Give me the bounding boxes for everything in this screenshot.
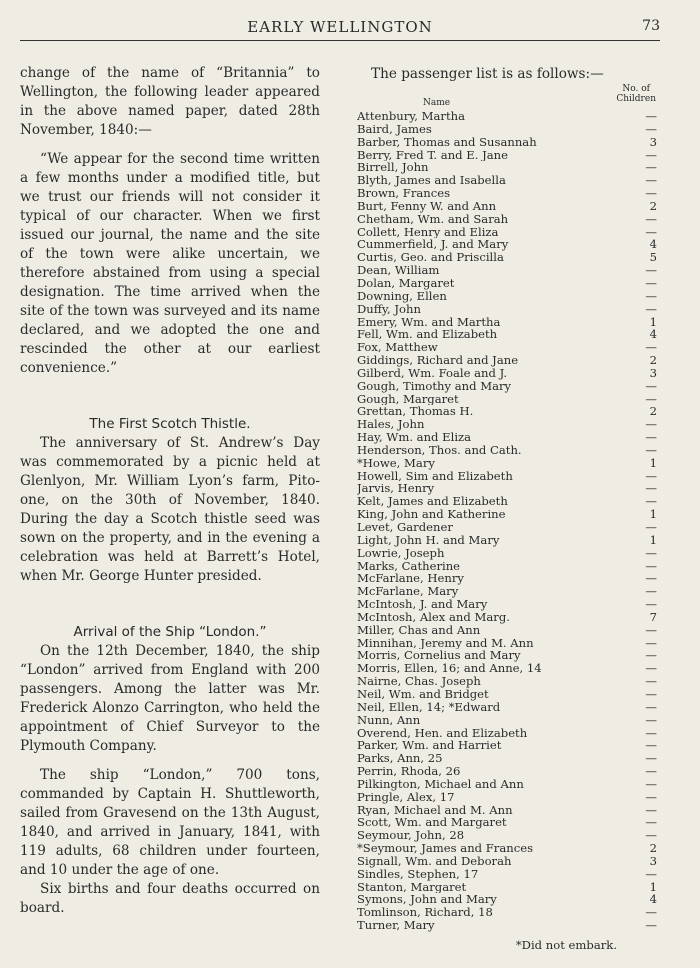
- table-row: [357, 919, 657, 932]
- table-row: [357, 174, 657, 187]
- children-count: —: [645, 905, 657, 920]
- passenger-name: Light, John H. and Mary: [357, 533, 500, 547]
- table-row: [357, 547, 657, 560]
- children-count: —: [645, 674, 657, 689]
- passenger-name: Fell, Wm. and Elizabeth: [357, 328, 498, 342]
- page-number: 73: [642, 18, 660, 34]
- passenger-name: Gough, Margaret: [357, 392, 459, 406]
- table-row: [357, 444, 657, 457]
- table-row: [357, 611, 657, 624]
- children-count: —: [645, 751, 657, 766]
- passenger-list-header: [357, 84, 657, 110]
- column-header-children: No. of Children: [616, 84, 656, 104]
- children-count: —: [645, 558, 657, 573]
- table-row: [357, 123, 657, 136]
- heading-ship-london: Arrival of the Ship “London.”: [73, 624, 267, 640]
- table-row: [357, 534, 657, 547]
- passenger-name: Seymour, John, 28: [357, 829, 465, 843]
- passenger-name: McFarlane, Henry: [357, 572, 464, 586]
- table-row: [357, 290, 657, 303]
- children-count: —: [645, 173, 657, 188]
- paragraph-leader-intro: change of the name of “Britannia” to Wellington, the following leader appeared in the above named paper, dated 28th November, 1840:—: [20, 65, 320, 138]
- table-row: [357, 765, 657, 778]
- table-row: [357, 816, 657, 829]
- passenger-list: [357, 110, 657, 932]
- children-count: 2: [649, 198, 657, 213]
- children-count: —: [645, 545, 657, 560]
- children-count: —: [645, 520, 657, 534]
- table-row: [357, 508, 657, 521]
- passenger-name: Kelt, James and Elizabeth: [357, 495, 508, 509]
- passenger-name: Henderson, Thos. and Cath.: [357, 443, 522, 457]
- passenger-name: Lowrie, Joseph: [357, 546, 445, 560]
- table-row: [357, 431, 657, 444]
- running-title: EARLY WELLINGTON: [247, 18, 433, 36]
- paragraph-births-deaths: Six births and four deaths occurred on board.: [20, 881, 320, 916]
- children-count: —: [645, 224, 657, 239]
- passenger-name: Baird, James: [357, 122, 432, 136]
- children-count: 1: [649, 507, 657, 522]
- children-count: 5: [649, 250, 657, 265]
- passenger-name: Symons, John and Mary: [357, 893, 497, 907]
- children-count: —: [645, 699, 657, 714]
- passenger-name: Birrell, John: [357, 161, 429, 175]
- passenger-name: Neil, Ellen, 14; *Edward: [357, 700, 501, 714]
- children-count: —: [645, 378, 657, 393]
- passenger-name: Barber, Thomas and Susannah: [357, 135, 537, 149]
- children-count: —: [645, 815, 657, 830]
- children-count: —: [645, 764, 657, 779]
- passenger-name: Burt, Fenny W. and Ann: [357, 199, 497, 213]
- children-count: —: [645, 635, 657, 650]
- table-row: [357, 393, 657, 406]
- table-row: [357, 149, 657, 162]
- passenger-name: Brown, Frances: [357, 187, 451, 200]
- passenger-name: Blyth, James and Isabella: [357, 174, 506, 188]
- children-count: 1: [649, 532, 657, 547]
- table-row: [357, 560, 657, 573]
- table-row: [357, 868, 657, 881]
- passenger-name: Perrin, Rhoda, 26: [357, 765, 461, 778]
- table-row: [357, 521, 657, 534]
- table-row: [357, 264, 657, 277]
- table-row: [357, 829, 657, 842]
- table-row: [357, 637, 657, 650]
- passenger-name: Attenbury, Martha: [357, 110, 465, 123]
- passenger-name: Overend, Hen. and Elizabeth: [357, 726, 528, 740]
- table-row: [357, 791, 657, 804]
- children-count: 4: [649, 327, 657, 342]
- children-count: —: [645, 147, 657, 162]
- passenger-name: Jarvis, Henry: [357, 482, 435, 496]
- children-count: —: [645, 288, 657, 303]
- table-row: [357, 161, 657, 174]
- children-count: —: [645, 828, 657, 843]
- passenger-name: McIntosh, J. and Mary: [357, 598, 488, 611]
- children-count: —: [645, 622, 657, 637]
- children-count: —: [645, 442, 657, 457]
- table-row: [357, 778, 657, 791]
- paragraph-ship-arrival: On the 12th December, 1840, the ship “London” arrived from England with 200 passengers. Among the latter was Mr. Frederick Alonzo Carrington, who held the appointment of Chief Surveyor to the Plymouth Company.: [20, 643, 320, 754]
- passenger-name: Curtis, Geo. and Priscilla: [357, 251, 504, 265]
- passenger-name: Gough, Timothy and Mary: [357, 379, 512, 393]
- passenger-name: Dean, William: [357, 264, 440, 277]
- table-row: [357, 842, 657, 855]
- paragraph-scotch-thistle: The anniversary of St. Andrew’s Day was commemorated by a picnic held at Glenlyon, Mr. William Lyon’s farm, Pito-one, on the 30th of November, 1840. During the day a Scotch thistle seed was sown on the property, and in the evening a celebration was held at Barrett’s Hotel, when Mr. George Hunter presided.: [20, 435, 320, 584]
- passenger-name: Grettan, Thomas H.: [357, 405, 474, 419]
- passenger-name: Parks, Ann, 25: [357, 752, 443, 766]
- children-count: —: [645, 186, 657, 201]
- table-row: [357, 893, 657, 906]
- children-count: —: [645, 211, 657, 226]
- table-row: [357, 380, 657, 393]
- paragraph-leader-quote: “We appear for the second time written a few months under a modified title, but we trust our friends will not consider it typical of our character. When we first issued our journal, the name and the site of the town were alike uncertain, we therefore abstained from using a special designation. The time arrived when the site of the town was surveyed and its name declared, and we adopted the one and rescinded the other at our earliest convenience.”: [20, 151, 320, 376]
- table-row: [357, 213, 657, 226]
- children-count: —: [645, 340, 657, 355]
- table-row: [357, 470, 657, 483]
- table-row: [357, 328, 657, 341]
- passenger-name: Berry, Fred T. and E. Jane: [357, 148, 509, 162]
- table-row: [357, 662, 657, 675]
- table-row: [357, 572, 657, 585]
- passenger-name: Morris, Ellen, 16; and Anne, 14: [357, 662, 542, 676]
- table-row: [357, 457, 657, 470]
- right-column: [357, 66, 657, 952]
- table-row: [357, 495, 657, 508]
- children-count: 1: [649, 455, 657, 470]
- passenger-name: *Seymour, James and Frances: [357, 842, 534, 855]
- passenger-name: Howell, Sim and Elizabeth: [357, 469, 513, 483]
- children-count: 7: [649, 609, 657, 624]
- table-row: [357, 200, 657, 213]
- children-count: —: [645, 121, 657, 136]
- table-row: [357, 303, 657, 316]
- passenger-name: Chetham, Wm. and Sarah: [357, 212, 509, 226]
- passenger-name: Collett, Henry and Eliza: [357, 225, 499, 239]
- passenger-list-intro: The passenger list is as follows:—: [371, 66, 604, 82]
- passenger-name: Gilberd, Wm. Foale and J.: [357, 366, 508, 380]
- children-count: —: [645, 275, 657, 290]
- children-count: —: [645, 661, 657, 676]
- page-header: [20, 14, 660, 41]
- passenger-name: Pilkington, Michael and Ann: [357, 777, 524, 791]
- children-count: —: [645, 789, 657, 804]
- table-row: [357, 624, 657, 637]
- table-row: [357, 727, 657, 740]
- table-row: [357, 881, 657, 894]
- children-count: —: [645, 109, 657, 123]
- passenger-name: McFarlane, Mary: [357, 585, 459, 599]
- passenger-name: Scott, Wm. and Margaret: [357, 816, 507, 830]
- table-row: [357, 688, 657, 701]
- children-count: —: [645, 481, 657, 496]
- children-count: —: [645, 738, 657, 753]
- passenger-name: Nairne, Chas. Joseph: [357, 675, 481, 688]
- passenger-name: *Howe, Mary: [357, 456, 435, 470]
- children-count: 3: [649, 365, 657, 380]
- table-row: [357, 752, 657, 765]
- table-row: [357, 906, 657, 919]
- children-count: 4: [649, 237, 657, 252]
- children-count: —: [645, 391, 657, 406]
- passenger-name: Signall, Wm. and Deborah: [357, 854, 512, 868]
- heading-scotch-thistle: The First Scotch Thistle.: [89, 416, 251, 432]
- children-count: —: [645, 918, 657, 933]
- children-count: —: [645, 430, 657, 445]
- table-row: [357, 354, 657, 367]
- footnote: *Did not embark.: [515, 938, 617, 952]
- passenger-name: Giddings, Richard and Jane: [357, 354, 519, 367]
- children-count: 2: [649, 841, 657, 856]
- passenger-name: Downing, Ellen: [357, 289, 447, 303]
- children-count: 1: [649, 314, 657, 329]
- passenger-name: Emery, Wm. and Martha: [357, 315, 501, 329]
- children-count: —: [645, 712, 657, 727]
- passenger-name: Pringle, Alex, 17: [357, 790, 455, 804]
- children-count: —: [645, 263, 657, 278]
- column-header-name: Name: [423, 98, 451, 108]
- passenger-name: Marks, Catherine: [357, 559, 461, 573]
- table-row: [357, 739, 657, 752]
- passenger-name: Nunn, Ann: [357, 713, 421, 727]
- children-count: —: [645, 686, 657, 701]
- table-row: [357, 855, 657, 868]
- table-row: [357, 701, 657, 714]
- children-count: —: [645, 584, 657, 599]
- passenger-name: Stanton, Margaret: [357, 880, 467, 894]
- children-count: 3: [649, 134, 657, 149]
- table-row: [357, 251, 657, 264]
- table-row: [357, 418, 657, 431]
- passenger-name: Minnihan, Jeremy and M. Ann: [357, 636, 534, 650]
- passenger-name: Hales, John: [357, 418, 425, 432]
- table-row: [357, 341, 657, 354]
- table-row: [357, 367, 657, 380]
- children-count: 3: [649, 853, 657, 868]
- passenger-name: Fox, Matthew: [357, 341, 438, 355]
- table-row: [357, 136, 657, 149]
- children-count: —: [645, 648, 657, 663]
- children-count: —: [645, 160, 657, 175]
- table-row: [357, 187, 657, 200]
- passenger-name: Dolan, Margaret: [357, 276, 455, 290]
- children-count: —: [645, 468, 657, 483]
- passenger-name: Duffy, John: [357, 302, 421, 316]
- left-column: [20, 64, 320, 918]
- children-count: —: [645, 802, 657, 817]
- children-count: 2: [649, 353, 657, 368]
- table-row: [357, 804, 657, 817]
- table-row: [357, 238, 657, 251]
- table-row: [357, 405, 657, 418]
- table-row: [357, 585, 657, 598]
- table-row: [357, 226, 657, 239]
- table-row: [357, 675, 657, 688]
- passenger-name: Parker, Wm. and Harriet: [357, 739, 502, 753]
- table-row: [357, 277, 657, 290]
- passenger-name: Morris, Cornelius and Mary: [357, 649, 521, 663]
- children-count: —: [645, 597, 657, 612]
- children-count: 4: [649, 892, 657, 907]
- paragraph-ship-details: The ship “London,” 700 tons, commanded by Captain H. Shuttleworth, sailed from Gravesend on the 13th August, 1840, and arrived in January, 1841, with 119 adults, 68 children under fourteen, and 10 under the age of one.: [20, 767, 320, 878]
- children-count: —: [645, 494, 657, 509]
- table-row: [357, 598, 657, 611]
- children-count: —: [645, 571, 657, 586]
- passenger-name: Hay, Wm. and Eliza: [357, 431, 472, 444]
- children-count: —: [645, 725, 657, 740]
- children-count: 2: [649, 404, 657, 419]
- children-count: —: [645, 417, 657, 432]
- passenger-name: Cummerfield, J. and Mary: [357, 238, 509, 252]
- passenger-name: Levet, Gardener: [357, 521, 453, 534]
- table-row: [357, 110, 657, 123]
- passenger-name: Neil, Wm. and Bridget: [357, 687, 489, 701]
- table-row: [357, 649, 657, 662]
- passenger-name: Ryan, Michael and M. Ann: [357, 803, 513, 817]
- passenger-name: McIntosh, Alex and Marg.: [357, 610, 510, 624]
- passenger-name: Turner, Mary: [357, 919, 435, 932]
- passenger-name: King, John and Katherine: [357, 508, 506, 521]
- table-row: [357, 316, 657, 329]
- table-row: [357, 482, 657, 495]
- children-count: 1: [649, 879, 657, 894]
- passenger-name: Sindles, Stephen, 17: [357, 867, 479, 881]
- passenger-name: Miller, Chas and Ann: [357, 623, 481, 637]
- children-count: —: [645, 866, 657, 881]
- children-count: —: [645, 776, 657, 791]
- children-count: —: [645, 301, 657, 316]
- table-row: [357, 714, 657, 727]
- passenger-name: Tomlinson, Richard, 18: [357, 906, 493, 920]
